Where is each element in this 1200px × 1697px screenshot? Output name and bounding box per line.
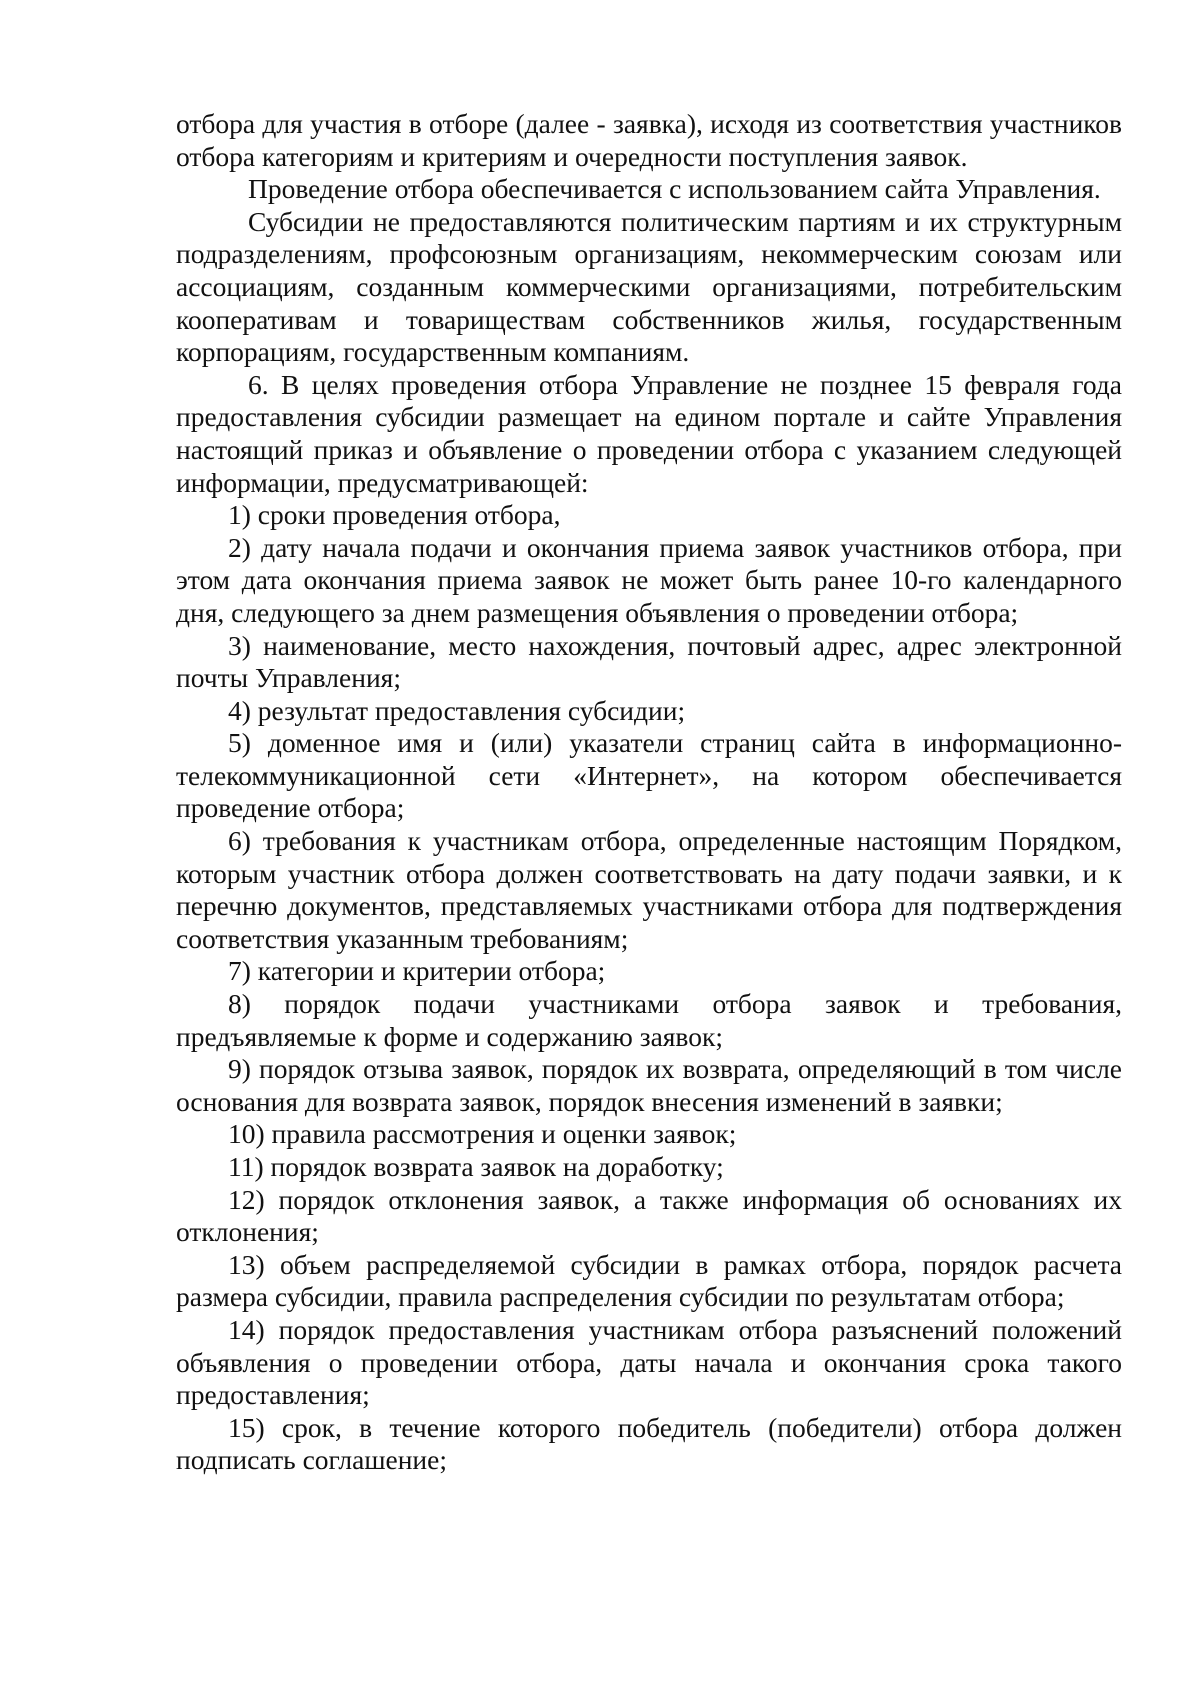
list-item-11: 11) порядок возврата заявок на доработку; [228, 1151, 724, 1182]
document-page [176, 108, 1122, 1477]
paragraph-continuation: отбора для участия в отборе (далее - заявка), исходя из соответствия участников отбора категориям и критериям и очередности поступления заявок. [176, 108, 1122, 172]
list-item-9: 9) порядок отзыва заявок, порядок их возврата, определяющий в том числе основания для возврата заявок, порядок внесения изменений в заявки; [176, 1053, 1122, 1117]
list-item-6: 6) требования к участникам отбора, определенные настоящим Порядком, которым участник отбора должен соответствовать на дату подачи заявки, и к перечню документов, представляемых участниками отбора для подтверждения соответствия указанным требованиям; [176, 825, 1122, 954]
list-item-2: 2) дату начала подачи и окончания приема заявок участников отбора, при этом дата окончания приема заявок не может быть ранее 10-го календарного дня, следующего за днем размещения объявления о проведении отбора; [176, 531, 1122, 628]
list-item-8: 8) порядок подачи участниками отбора заявок и требования, предъявляемые к форме и содержанию заявок; [176, 988, 1122, 1052]
list-item-3: 3) наименование, место нахождения, почтовый адрес, адрес электронной почты Управления; [176, 629, 1122, 694]
list-item-5: 5) доменное имя и (или) указатели страниц сайта в информационно-телекоммуникационной сети «Интернет», на котором обеспечивается проведение отбора; [176, 727, 1122, 824]
paragraph-item-6: 6. В целях проведения отбора Управление не позднее 15 февраля года предоставления субсидии размещает на едином портале и сайте Управления настоящий приказ и объявление о проведении отбора с указанием следующей информации, предусматривающей: [176, 368, 1122, 498]
list-item-1: 1) сроки проведения отбора, [228, 499, 561, 531]
paragraph-selection-site: Проведение отбора обеспечивается с использованием сайта Управления. [248, 173, 1101, 205]
list-item-10: 10) правила рассмотрения и оценки заявок; [228, 1118, 737, 1150]
list-item-7: 7) категории и критерии отбора; [228, 955, 606, 987]
list-item-14: 14) порядок предоставления участникам отбора разъяснений положений объявления о проведении отбора, даты начала и окончания срока такого предоставления; [176, 1313, 1122, 1411]
list-item-4: 4) результат предоставления субсидии; [228, 694, 686, 726]
list-item-12: 12) порядок отклонения заявок, а также информация об основаниях их отклонения; [176, 1183, 1122, 1248]
list-item-13: 13) объем распределяемой субсидии в рамках отбора, порядок расчета размера субсидии, правила распределения субсидии по результатам отбора; [176, 1248, 1122, 1313]
list-item-15: 15) срок, в течение которого победитель (победители) отбора должен подписать соглашение; [176, 1411, 1122, 1476]
paragraph-subsidy-exclusions: Субсидии не предоставляются политическим партиям и их структурным подразделениям, профсоюзным организациям, некоммерческим союзам или ассоциациям, созданным коммерческими организациями, потребительским кооперативам и товариществам собственников жилья, государственным корпорациям, государственным компаниям. [176, 205, 1122, 368]
